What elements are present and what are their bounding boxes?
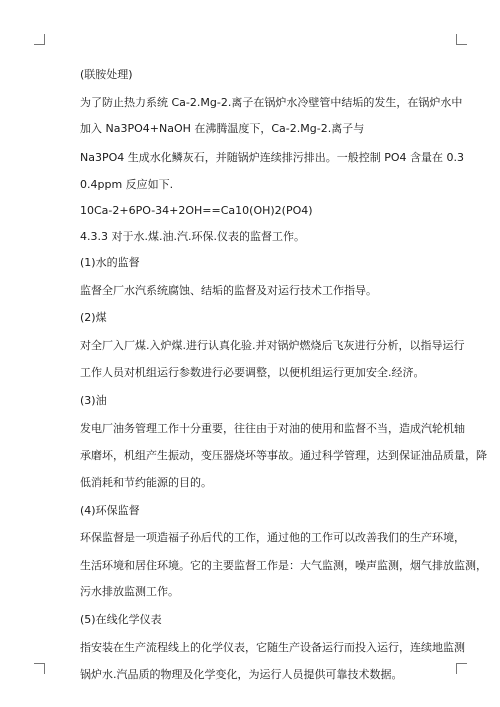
section-heading: 4.3.3 对于水.煤.油.汽.环保.仪表的监督工作。: [80, 230, 305, 243]
paragraph-line: 为了防止热力系统 Ca-2.Mg-2.离子在锅炉水冷壁管中结垢的发生，在锅炉水中: [80, 96, 463, 109]
subsection-heading: (1)水的监督: [80, 256, 140, 269]
subsection-heading: (5)在线化学仪表: [80, 613, 162, 626]
subsection-heading: (4)环保监督: [80, 504, 140, 517]
crop-mark-bottom-right: [456, 663, 467, 674]
paragraph-line: 低消耗和节约能源的目的。: [80, 476, 212, 489]
document-body: [80, 68, 487, 682]
paragraph-line: 指安装在生产流程线上的化学仪表，它随生产设备运行而投入运行，连续地监测: [80, 641, 465, 654]
subsection-heading: (2)煤: [80, 311, 107, 324]
section-heading: (联胺处理): [80, 68, 133, 81]
paragraph-line: 对全厂入厂煤.入炉煤.进行认真化验.并对锅炉燃烧后飞灰进行分析，以指导运行: [80, 339, 465, 352]
paragraph-line: 工作人员对机组运行参数进行必要调整，以便机组运行更加安全.经济。: [80, 366, 425, 379]
paragraph-line: 环保监督是一项造福子孙后代的工作，通过他的工作可以改善我们的生产环境，: [80, 531, 465, 544]
formula-line: 10Ca-2+6PO-34+2OH==Ca10(OH)2(PO4): [80, 204, 313, 217]
paragraph-line: 承磨坏，机组产生振动，变压器烧坏等事故。通过科学管理，达到保证油品质量，降: [80, 449, 487, 462]
paragraph-line: 发电厂油务管理工作十分重要，往往由于对油的使用和监督不当，造成汽轮机轴: [80, 422, 465, 435]
paragraph-line: 0.4ppm 反应如下.: [80, 178, 174, 191]
crop-mark-bottom-left: [34, 663, 45, 674]
paragraph-line: 加入 Na3PO4+NaOH 在沸腾温度下，Ca-2.Mg-2.离子与: [80, 122, 365, 135]
subsection-heading: (3)油: [80, 394, 107, 407]
paragraph-line: 监督全厂水汽系统腐蚀、结垢的监督及对运行技术工作指导。: [80, 284, 377, 297]
paragraph-line: 生活环境和居住环境。它的主要监督工作是：大气监测，噪声监测，烟气排放监测，: [80, 559, 487, 572]
crop-mark-top-left: [34, 34, 45, 45]
crop-mark-top-right: [456, 34, 467, 45]
paragraph-line: Na3PO4 生成水化鳞灰石，并随锅炉连续排污排出。一般控制 PO4 含量在 0.3: [80, 151, 465, 164]
paragraph-line: 锅炉水.汽品质的物理及化学变化，为运行人员提供可靠技术数据。: [80, 668, 403, 681]
paragraph-line: 污水排放监测工作。: [80, 585, 179, 598]
